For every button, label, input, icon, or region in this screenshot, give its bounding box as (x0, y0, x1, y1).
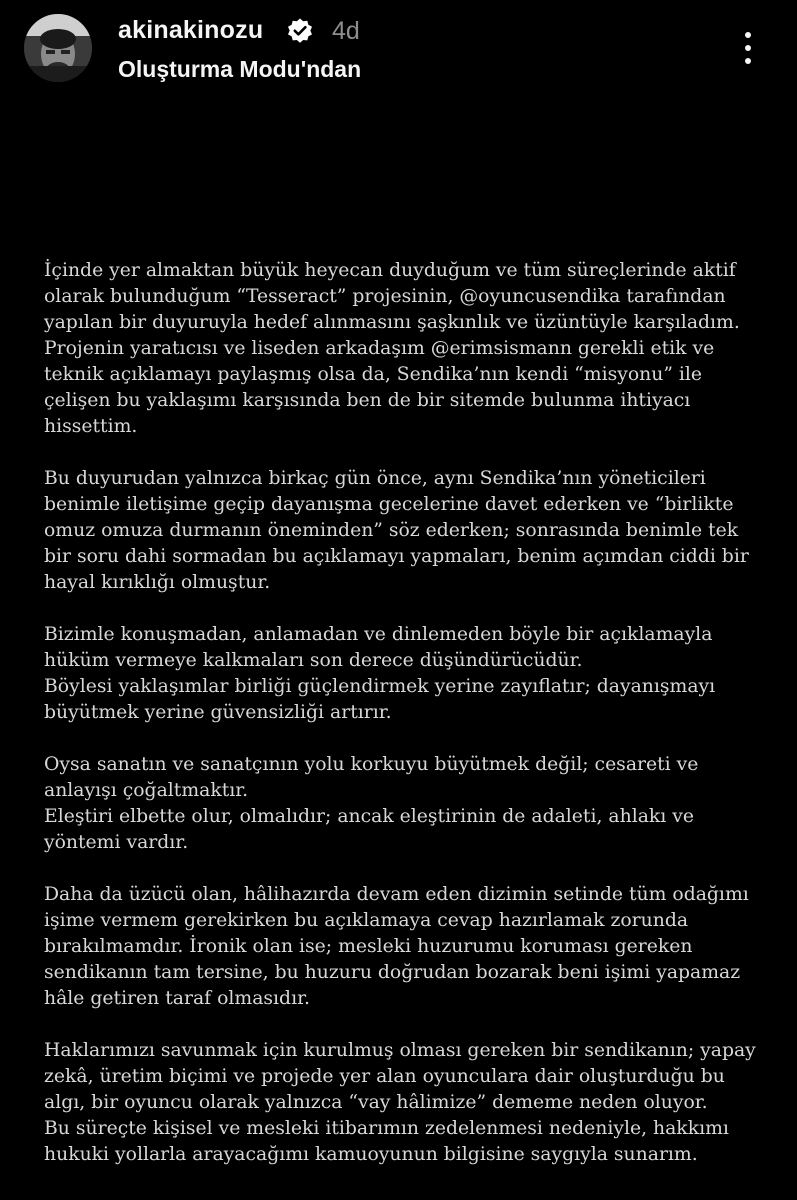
statement-line: sendikanın tam tersine, bu huzuru doğrudan bozarak beni işimi yapamaz (44, 962, 741, 983)
statement-paragraph (44, 622, 764, 726)
dot-icon (745, 32, 751, 38)
story-header (0, 0, 797, 100)
statement-paragraph (44, 752, 764, 856)
statement-line: benimle iletişime geçip dayanışma gecelerine davet ederken ve “birlikte (44, 494, 734, 515)
statement-line: Bu süreçte kişisel ve mesleki itibarımın zedelenmesi nedeniyle, hakkımı (44, 1118, 729, 1139)
statement-line: yapılan bir duyuruyla hedef alınmasını şaşkınlık ve üzüntüyle karşıladım. (44, 312, 740, 333)
statement-line: Daha da üzücü olan, hâlihazırda devam eden dizimin setinde tüm odağımı (44, 884, 749, 905)
statement-line: Bizimle konuşmadan, anlamadan ve dinlemeden böyle bir açıklamayla (44, 624, 713, 645)
statement-paragraph (44, 882, 764, 1012)
post-age: 4d (332, 17, 360, 45)
statement-line: işime vermem gerekirken bu açıklamaya cevap hazırlamak zorunda (44, 910, 689, 931)
dot-icon (745, 45, 751, 51)
statement-line: zekâ, üretim biçimi ve projede yer alan oyunculara dair oluşturduğu bu (44, 1066, 725, 1087)
statement-line: büyütmek yerine güvensizliği artırır. (44, 702, 392, 723)
statement-paragraph (44, 258, 764, 440)
statement-line: anlayışı çoğaltmaktır. (44, 780, 249, 801)
statement-line: hâle getiren taraf olmasıdır. (44, 988, 310, 1009)
statement-line: Haklarımızı savunmak için kurulmuş olması gereken bir sendikanın; yapay (44, 1040, 756, 1061)
statement-line: çelişen bu yaklaşımı karşısında ben de bir sitemde bulunma ihtiyacı (44, 390, 691, 411)
statement-line: hukuki yollarla arayacağımı kamuoyunun bilgisine saygıyla sunarım. (44, 1144, 698, 1165)
statement-line: hissettim. (44, 416, 138, 437)
statement-line: algı, bir oyuncu olarak yalnızca “vay hâlimize” dememe neden oluyor. (44, 1092, 708, 1113)
statement-line: İçinde yer almaktan büyük heyecan duyduğum ve tüm süreçlerinde aktif (44, 260, 736, 281)
avatar[interactable] (24, 14, 92, 82)
statement-line: Oysa sanatın ve sanatçının yolu korkuyu büyütmek değil; cesareti ve (44, 754, 699, 775)
statement-line: Eleştiri elbette olur, olmalıdır; ancak eleştirinin de adaleti, ahlakı ve (44, 806, 694, 827)
statement-line: teknik açıklamayı paylaşmış olsa da, Sendika’nın kendi “misyonu” ile (44, 364, 703, 385)
statement-line: yöntemi vardır. (44, 832, 189, 853)
verified-badge-icon (286, 17, 314, 45)
post-subtitle[interactable]: Oluşturma Modu'ndan (118, 56, 362, 82)
statement-line: omuz omuza durmanın öneminden” söz ederken; sonrasında benimle tek (44, 520, 739, 541)
username[interactable]: akinakinozu (118, 16, 264, 44)
statement-line: Bu duyurudan yalnızca birkaç gün önce, aynı Sendika’nın yöneticileri (44, 468, 706, 489)
statement-line: hayal kırıklığı olmuştur. (44, 572, 271, 593)
statement-line: bırakılmamdır. İronik olan ise; mesleki huzurumu koruması gereken (44, 936, 693, 957)
statement-paragraph (44, 466, 764, 596)
statement-line: Projenin yaratıcısı ve liseden arkadaşım @erimsismann gerekli etik ve (44, 338, 715, 359)
statement-text (44, 258, 764, 1168)
dot-icon (745, 58, 751, 64)
statement-line: hüküm vermeye kalkmaları son derece düşündürücüdür. (44, 650, 583, 671)
statement-line: Böylesi yaklaşımlar birliği güçlendirmek yerine zayıflatır; dayanışmayı (44, 676, 716, 697)
statement-line: olarak bulunduğum “Tesseract” projesinin, @oyuncusendika tarafından (44, 286, 726, 307)
statement-line: bir soru dahi sormadan bu açıklamayı yapmaları, benim açımdan ciddi bir (44, 546, 749, 567)
statement-paragraph (44, 1038, 764, 1168)
more-options-button[interactable] (733, 30, 763, 66)
